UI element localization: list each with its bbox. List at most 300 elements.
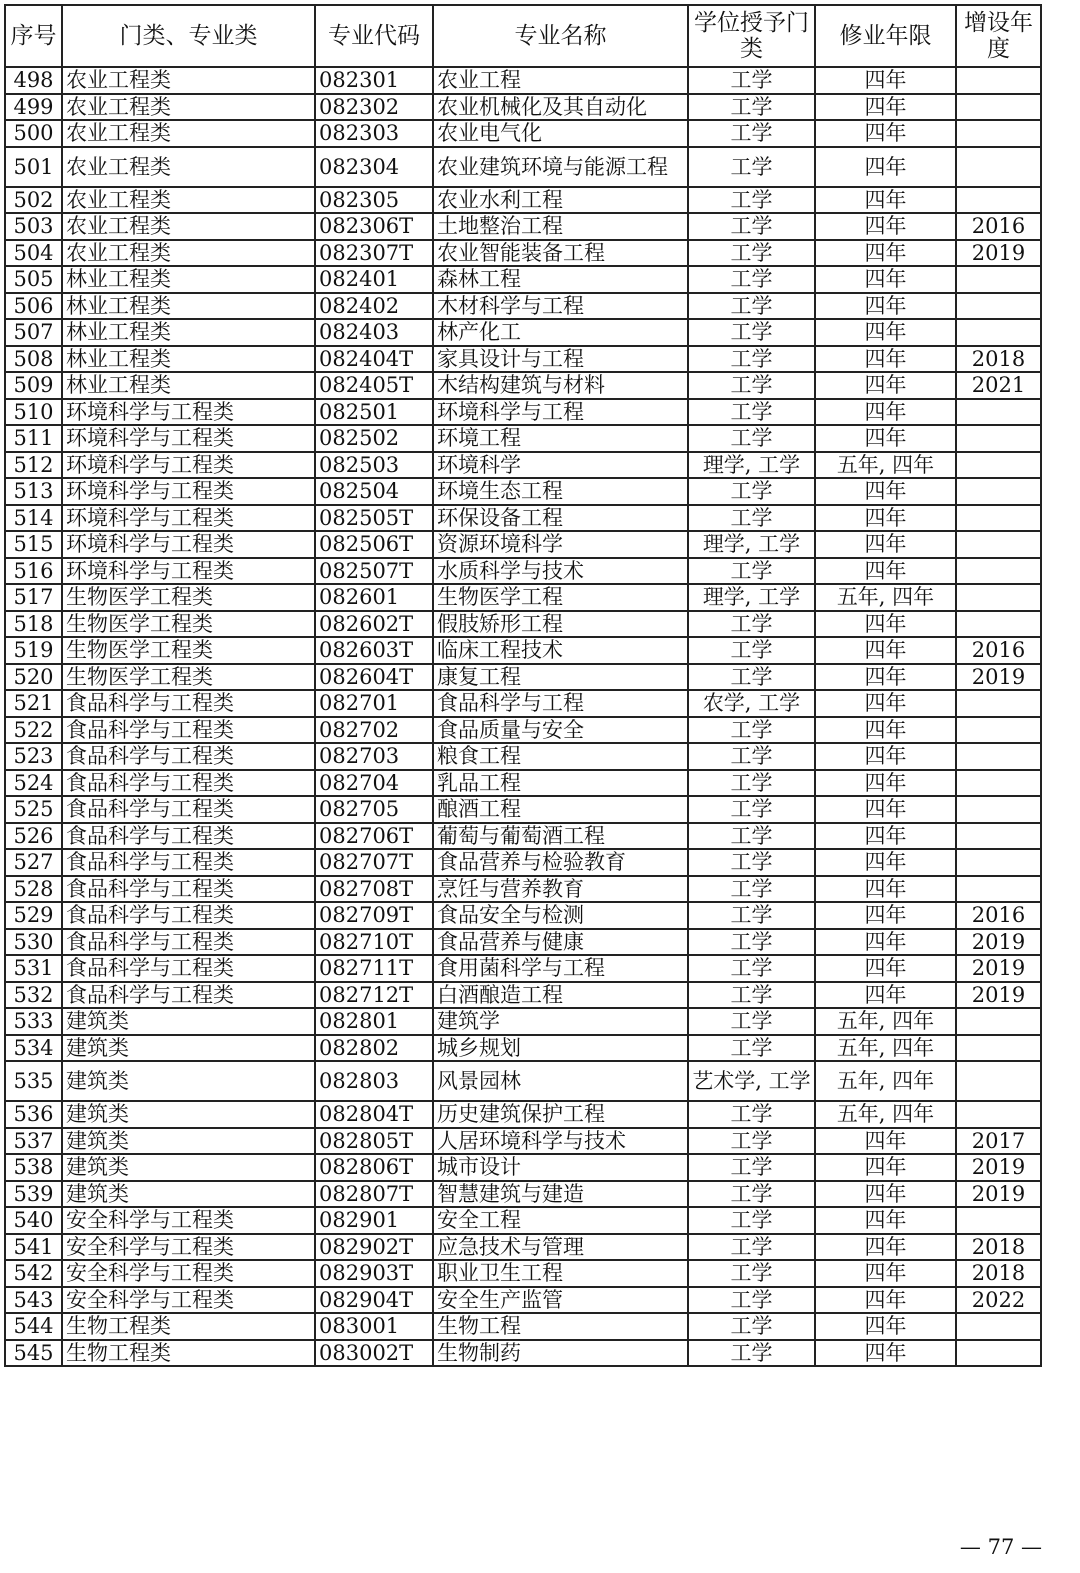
cell-degree: 理学, 工学 xyxy=(688,452,815,479)
cell-added-year xyxy=(956,611,1041,638)
cell-added-year: 2019 xyxy=(956,1181,1041,1208)
cell-seq: 505 xyxy=(5,266,62,293)
cell-degree: 工学 xyxy=(688,558,815,585)
cell-degree: 工学 xyxy=(688,929,815,956)
cell-duration: 四年 xyxy=(815,558,956,585)
cell-duration: 四年 xyxy=(815,213,956,240)
cell-seq: 538 xyxy=(5,1154,62,1181)
cell-category: 安全科学与工程类 xyxy=(62,1207,315,1234)
cell-code: 082704 xyxy=(315,770,433,797)
table-row xyxy=(5,876,1041,903)
table-row xyxy=(5,372,1041,399)
table-row xyxy=(5,67,1041,94)
cell-name: 康复工程 xyxy=(433,664,688,691)
cell-code: 082710T xyxy=(315,929,433,956)
cell-added-year: 2019 xyxy=(956,955,1041,982)
cell-duration: 四年 xyxy=(815,240,956,267)
table-row xyxy=(5,346,1041,373)
cell-name: 安全工程 xyxy=(433,1207,688,1234)
cell-code: 082503 xyxy=(315,452,433,479)
cell-name: 葡萄与葡萄酒工程 xyxy=(433,823,688,850)
cell-degree: 工学 xyxy=(688,1207,815,1234)
cell-degree: 工学 xyxy=(688,240,815,267)
cell-duration: 四年 xyxy=(815,478,956,505)
cell-seq: 521 xyxy=(5,690,62,717)
cell-code: 082402 xyxy=(315,293,433,320)
cell-code: 082502 xyxy=(315,425,433,452)
table-row xyxy=(5,1061,1041,1101)
cell-seq: 539 xyxy=(5,1181,62,1208)
cell-seq: 507 xyxy=(5,319,62,346)
table-row xyxy=(5,611,1041,638)
cell-code: 082307T xyxy=(315,240,433,267)
cell-seq: 545 xyxy=(5,1340,62,1367)
cell-code: 082902T xyxy=(315,1234,433,1261)
cell-added-year: 2016 xyxy=(956,637,1041,664)
cell-added-year xyxy=(956,1061,1041,1101)
cell-code: 082303 xyxy=(315,120,433,147)
cell-category: 环境科学与工程类 xyxy=(62,399,315,426)
cell-added-year: 2019 xyxy=(956,1154,1041,1181)
cell-name: 乳品工程 xyxy=(433,770,688,797)
table-row xyxy=(5,743,1041,770)
cell-category: 农业工程类 xyxy=(62,67,315,94)
cell-duration: 四年 xyxy=(815,531,956,558)
cell-code: 082702 xyxy=(315,717,433,744)
cell-name: 生物制药 xyxy=(433,1340,688,1367)
cell-code: 082602T xyxy=(315,611,433,638)
cell-added-year xyxy=(956,319,1041,346)
cell-degree: 工学 xyxy=(688,823,815,850)
cell-seq: 511 xyxy=(5,425,62,452)
cell-added-year xyxy=(956,425,1041,452)
table-row xyxy=(5,1154,1041,1181)
cell-name: 农业水利工程 xyxy=(433,187,688,214)
cell-code: 082802 xyxy=(315,1035,433,1062)
cell-degree: 工学 xyxy=(688,187,815,214)
cell-added-year: 2016 xyxy=(956,902,1041,929)
cell-added-year xyxy=(956,558,1041,585)
cell-duration: 四年 xyxy=(815,505,956,532)
cell-degree: 艺术学, 工学 xyxy=(688,1061,815,1101)
header-seq: 序号 xyxy=(5,5,62,67)
cell-added-year: 2019 xyxy=(956,664,1041,691)
cell-duration: 四年 xyxy=(815,1313,956,1340)
cell-seq: 502 xyxy=(5,187,62,214)
cell-duration: 四年 xyxy=(815,1287,956,1314)
cell-duration: 四年 xyxy=(815,876,956,903)
cell-added-year xyxy=(956,147,1041,187)
cell-code: 082404T xyxy=(315,346,433,373)
table-body xyxy=(5,67,1041,1366)
cell-name: 应急技术与管理 xyxy=(433,1234,688,1261)
cell-degree: 工学 xyxy=(688,478,815,505)
cell-seq: 525 xyxy=(5,796,62,823)
cell-seq: 543 xyxy=(5,1287,62,1314)
cell-code: 082601 xyxy=(315,584,433,611)
cell-degree: 工学 xyxy=(688,1260,815,1287)
cell-added-year xyxy=(956,584,1041,611)
cell-category: 安全科学与工程类 xyxy=(62,1260,315,1287)
cell-duration: 五年, 四年 xyxy=(815,452,956,479)
cell-added-year xyxy=(956,849,1041,876)
cell-duration: 五年, 四年 xyxy=(815,1061,956,1101)
cell-added-year xyxy=(956,94,1041,121)
cell-code: 082301 xyxy=(315,67,433,94)
cell-category: 林业工程类 xyxy=(62,372,315,399)
cell-seq: 517 xyxy=(5,584,62,611)
cell-degree: 工学 xyxy=(688,902,815,929)
cell-degree: 工学 xyxy=(688,1287,815,1314)
table-row xyxy=(5,1234,1041,1261)
cell-duration: 四年 xyxy=(815,293,956,320)
cell-seq: 532 xyxy=(5,982,62,1009)
header-degree: 学位授予门类 xyxy=(688,5,815,67)
cell-seq: 504 xyxy=(5,240,62,267)
cell-category: 生物医学工程类 xyxy=(62,664,315,691)
cell-name: 环境科学与工程 xyxy=(433,399,688,426)
cell-code: 082805T xyxy=(315,1128,433,1155)
cell-degree: 工学 xyxy=(688,796,815,823)
cell-added-year xyxy=(956,1340,1041,1367)
cell-duration: 四年 xyxy=(815,266,956,293)
cell-code: 082401 xyxy=(315,266,433,293)
cell-added-year xyxy=(956,531,1041,558)
cell-duration: 四年 xyxy=(815,823,956,850)
cell-name: 烹饪与营养教育 xyxy=(433,876,688,903)
cell-code: 082506T xyxy=(315,531,433,558)
cell-category: 建筑类 xyxy=(62,1154,315,1181)
cell-seq: 537 xyxy=(5,1128,62,1155)
cell-degree: 工学 xyxy=(688,1101,815,1128)
cell-category: 建筑类 xyxy=(62,1101,315,1128)
cell-name: 风景园林 xyxy=(433,1061,688,1101)
cell-added-year xyxy=(956,823,1041,850)
header-row xyxy=(5,5,1041,67)
cell-category: 食品科学与工程类 xyxy=(62,982,315,1009)
header-duration: 修业年限 xyxy=(815,5,956,67)
cell-duration: 四年 xyxy=(815,955,956,982)
cell-category: 食品科学与工程类 xyxy=(62,717,315,744)
table-row xyxy=(5,147,1041,187)
cell-seq: 524 xyxy=(5,770,62,797)
cell-seq: 523 xyxy=(5,743,62,770)
cell-degree: 工学 xyxy=(688,1181,815,1208)
cell-category: 环境科学与工程类 xyxy=(62,531,315,558)
cell-name: 环境科学 xyxy=(433,452,688,479)
table-row xyxy=(5,425,1041,452)
cell-code: 082903T xyxy=(315,1260,433,1287)
cell-name: 安全生产监管 xyxy=(433,1287,688,1314)
cell-category: 食品科学与工程类 xyxy=(62,690,315,717)
cell-seq: 542 xyxy=(5,1260,62,1287)
cell-category: 生物医学工程类 xyxy=(62,611,315,638)
cell-category: 食品科学与工程类 xyxy=(62,902,315,929)
table-row xyxy=(5,1181,1041,1208)
cell-seq: 526 xyxy=(5,823,62,850)
page-number: — 77 — xyxy=(959,1535,1042,1559)
cell-added-year xyxy=(956,266,1041,293)
table-row xyxy=(5,770,1041,797)
cell-seq: 509 xyxy=(5,372,62,399)
table-row xyxy=(5,690,1041,717)
cell-name: 林产化工 xyxy=(433,319,688,346)
cell-degree: 工学 xyxy=(688,1340,815,1367)
cell-seq: 544 xyxy=(5,1313,62,1340)
cell-code: 082505T xyxy=(315,505,433,532)
cell-added-year xyxy=(956,478,1041,505)
cell-added-year xyxy=(956,690,1041,717)
cell-name: 森林工程 xyxy=(433,266,688,293)
cell-name: 水质科学与技术 xyxy=(433,558,688,585)
cell-degree: 工学 xyxy=(688,372,815,399)
cell-name: 环保设备工程 xyxy=(433,505,688,532)
table-row xyxy=(5,213,1041,240)
cell-duration: 四年 xyxy=(815,717,956,744)
header-category: 门类、专业类 xyxy=(62,5,315,67)
cell-duration: 四年 xyxy=(815,120,956,147)
cell-added-year xyxy=(956,1101,1041,1128)
table-row xyxy=(5,452,1041,479)
cell-code: 082709T xyxy=(315,902,433,929)
cell-added-year xyxy=(956,293,1041,320)
table-row xyxy=(5,478,1041,505)
table-row xyxy=(5,717,1041,744)
table-row xyxy=(5,266,1041,293)
table-row xyxy=(5,1101,1041,1128)
table-row xyxy=(5,849,1041,876)
cell-added-year xyxy=(956,120,1041,147)
cell-seq: 498 xyxy=(5,67,62,94)
cell-added-year: 2022 xyxy=(956,1287,1041,1314)
cell-category: 生物医学工程类 xyxy=(62,637,315,664)
table-row xyxy=(5,796,1041,823)
cell-code: 082712T xyxy=(315,982,433,1009)
cell-added-year xyxy=(956,399,1041,426)
table-row xyxy=(5,531,1041,558)
cell-category: 安全科学与工程类 xyxy=(62,1287,315,1314)
cell-seq: 514 xyxy=(5,505,62,532)
cell-category: 农业工程类 xyxy=(62,147,315,187)
cell-category: 生物医学工程类 xyxy=(62,584,315,611)
cell-duration: 四年 xyxy=(815,319,956,346)
cell-added-year: 2019 xyxy=(956,240,1041,267)
cell-added-year: 2019 xyxy=(956,929,1041,956)
cell-name: 城乡规划 xyxy=(433,1035,688,1062)
cell-duration: 四年 xyxy=(815,1154,956,1181)
cell-duration: 四年 xyxy=(815,1234,956,1261)
cell-category: 食品科学与工程类 xyxy=(62,796,315,823)
cell-duration: 四年 xyxy=(815,902,956,929)
cell-category: 生物工程类 xyxy=(62,1340,315,1367)
cell-seq: 535 xyxy=(5,1061,62,1101)
cell-degree: 工学 xyxy=(688,505,815,532)
cell-duration: 五年, 四年 xyxy=(815,1035,956,1062)
cell-degree: 工学 xyxy=(688,1154,815,1181)
cell-added-year: 2017 xyxy=(956,1128,1041,1155)
header-code: 专业代码 xyxy=(315,5,433,67)
cell-added-year xyxy=(956,67,1041,94)
cell-degree: 理学, 工学 xyxy=(688,584,815,611)
cell-added-year: 2018 xyxy=(956,1260,1041,1287)
cell-duration: 四年 xyxy=(815,849,956,876)
cell-degree: 工学 xyxy=(688,611,815,638)
cell-name: 人居环境科学与技术 xyxy=(433,1128,688,1155)
cell-degree: 工学 xyxy=(688,849,815,876)
cell-added-year: 2018 xyxy=(956,1234,1041,1261)
cell-name: 临床工程技术 xyxy=(433,637,688,664)
cell-seq: 518 xyxy=(5,611,62,638)
cell-seq: 541 xyxy=(5,1234,62,1261)
cell-seq: 501 xyxy=(5,147,62,187)
cell-degree: 工学 xyxy=(688,664,815,691)
cell-seq: 516 xyxy=(5,558,62,585)
table-row xyxy=(5,584,1041,611)
cell-code: 082304 xyxy=(315,147,433,187)
cell-seq: 533 xyxy=(5,1008,62,1035)
cell-duration: 四年 xyxy=(815,770,956,797)
cell-seq: 529 xyxy=(5,902,62,929)
cell-duration: 四年 xyxy=(815,425,956,452)
table-row xyxy=(5,1340,1041,1367)
cell-code: 082403 xyxy=(315,319,433,346)
cell-category: 建筑类 xyxy=(62,1035,315,1062)
cell-category: 农业工程类 xyxy=(62,213,315,240)
cell-duration: 四年 xyxy=(815,1128,956,1155)
cell-seq: 531 xyxy=(5,955,62,982)
cell-degree: 工学 xyxy=(688,399,815,426)
majors-table xyxy=(4,4,1042,1367)
cell-code: 082705 xyxy=(315,796,433,823)
cell-duration: 四年 xyxy=(815,982,956,1009)
cell-duration: 四年 xyxy=(815,690,956,717)
cell-duration: 四年 xyxy=(815,147,956,187)
table-row xyxy=(5,187,1041,214)
cell-name: 历史建筑保护工程 xyxy=(433,1101,688,1128)
table-row xyxy=(5,1128,1041,1155)
cell-category: 食品科学与工程类 xyxy=(62,876,315,903)
cell-code: 083002T xyxy=(315,1340,433,1367)
cell-duration: 四年 xyxy=(815,743,956,770)
cell-degree: 工学 xyxy=(688,67,815,94)
table-row xyxy=(5,94,1041,121)
cell-category: 生物工程类 xyxy=(62,1313,315,1340)
cell-name: 农业工程 xyxy=(433,67,688,94)
cell-code: 082504 xyxy=(315,478,433,505)
cell-degree: 工学 xyxy=(688,1234,815,1261)
cell-seq: 500 xyxy=(5,120,62,147)
cell-duration: 五年, 四年 xyxy=(815,1101,956,1128)
table-row xyxy=(5,982,1041,1009)
cell-category: 建筑类 xyxy=(62,1128,315,1155)
cell-name: 农业机械化及其自动化 xyxy=(433,94,688,121)
cell-added-year xyxy=(956,187,1041,214)
cell-code: 082803 xyxy=(315,1061,433,1101)
cell-added-year: 2021 xyxy=(956,372,1041,399)
cell-added-year xyxy=(956,876,1041,903)
cell-degree: 工学 xyxy=(688,1128,815,1155)
cell-added-year: 2019 xyxy=(956,982,1041,1009)
cell-code: 082501 xyxy=(315,399,433,426)
cell-name: 生物工程 xyxy=(433,1313,688,1340)
table-row xyxy=(5,1008,1041,1035)
cell-category: 食品科学与工程类 xyxy=(62,929,315,956)
cell-duration: 四年 xyxy=(815,637,956,664)
cell-name: 假肢矫形工程 xyxy=(433,611,688,638)
cell-seq: 503 xyxy=(5,213,62,240)
cell-code: 082507T xyxy=(315,558,433,585)
cell-degree: 工学 xyxy=(688,147,815,187)
cell-degree: 工学 xyxy=(688,637,815,664)
cell-duration: 四年 xyxy=(815,796,956,823)
cell-seq: 519 xyxy=(5,637,62,664)
cell-duration: 五年, 四年 xyxy=(815,1008,956,1035)
cell-added-year xyxy=(956,1313,1041,1340)
cell-added-year xyxy=(956,743,1041,770)
header-name: 专业名称 xyxy=(433,5,688,67)
table-row xyxy=(5,1207,1041,1234)
cell-seq: 508 xyxy=(5,346,62,373)
cell-code: 082306T xyxy=(315,213,433,240)
cell-name: 食品营养与健康 xyxy=(433,929,688,956)
cell-duration: 四年 xyxy=(815,372,956,399)
cell-code: 082604T xyxy=(315,664,433,691)
cell-category: 环境科学与工程类 xyxy=(62,452,315,479)
cell-name: 土地整治工程 xyxy=(433,213,688,240)
cell-category: 林业工程类 xyxy=(62,293,315,320)
cell-degree: 工学 xyxy=(688,770,815,797)
cell-category: 食品科学与工程类 xyxy=(62,823,315,850)
cell-name: 建筑学 xyxy=(433,1008,688,1035)
cell-name: 粮食工程 xyxy=(433,743,688,770)
table-row xyxy=(5,505,1041,532)
cell-category: 建筑类 xyxy=(62,1008,315,1035)
cell-name: 食用菌科学与工程 xyxy=(433,955,688,982)
cell-seq: 528 xyxy=(5,876,62,903)
cell-added-year xyxy=(956,1008,1041,1035)
cell-degree: 工学 xyxy=(688,982,815,1009)
cell-degree: 工学 xyxy=(688,346,815,373)
table-row xyxy=(5,1313,1041,1340)
cell-seq: 536 xyxy=(5,1101,62,1128)
cell-degree: 工学 xyxy=(688,1008,815,1035)
table-row xyxy=(5,664,1041,691)
cell-degree: 工学 xyxy=(688,1313,815,1340)
cell-degree: 工学 xyxy=(688,266,815,293)
cell-duration: 四年 xyxy=(815,929,956,956)
cell-name: 环境生态工程 xyxy=(433,478,688,505)
cell-code: 082901 xyxy=(315,1207,433,1234)
cell-seq: 515 xyxy=(5,531,62,558)
cell-name: 食品营养与检验教育 xyxy=(433,849,688,876)
cell-category: 林业工程类 xyxy=(62,319,315,346)
table-row xyxy=(5,955,1041,982)
table-row xyxy=(5,120,1041,147)
cell-seq: 510 xyxy=(5,399,62,426)
cell-category: 农业工程类 xyxy=(62,187,315,214)
cell-degree: 工学 xyxy=(688,1035,815,1062)
cell-degree: 工学 xyxy=(688,94,815,121)
cell-code: 082302 xyxy=(315,94,433,121)
cell-duration: 四年 xyxy=(815,1340,956,1367)
cell-name: 农业电气化 xyxy=(433,120,688,147)
cell-code: 082707T xyxy=(315,849,433,876)
cell-seq: 522 xyxy=(5,717,62,744)
cell-name: 食品质量与安全 xyxy=(433,717,688,744)
cell-seq: 540 xyxy=(5,1207,62,1234)
table-row xyxy=(5,929,1041,956)
cell-added-year xyxy=(956,505,1041,532)
